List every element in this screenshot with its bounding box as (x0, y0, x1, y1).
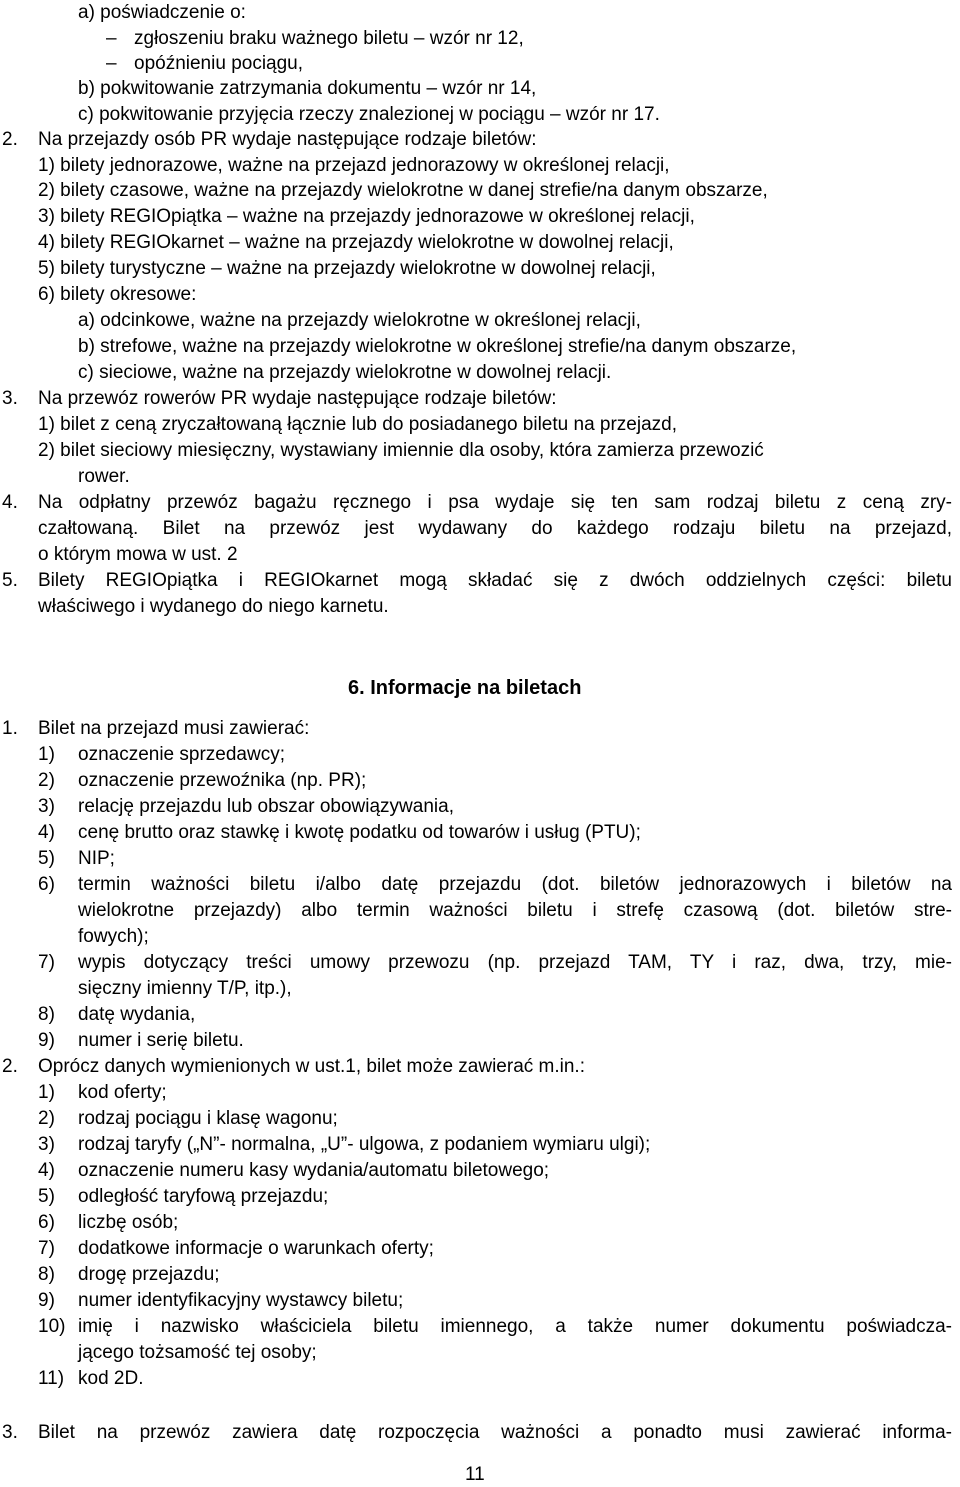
top-line-text: opóźnieniu pociągu, (134, 53, 304, 74)
top-line-dash-1 (106, 26, 524, 52)
list-item: NIP; (78, 848, 115, 869)
list-item-number: 10) (38, 1316, 66, 1337)
dash-marker: – (106, 28, 117, 49)
top-line-a: a) poświadczenie o: (78, 2, 246, 23)
list-item: oznaczenie sprzedawcy; (78, 744, 285, 765)
page-number: 11 (465, 1464, 485, 1485)
list-item: 6) bilety okresowe: (38, 284, 197, 305)
section-number: 2. (2, 1056, 18, 1077)
list-item-continuation: rower. (78, 466, 130, 487)
list-item: rodzaj pociągu i klasę wagonu; (78, 1108, 338, 1129)
list-item: kod oferty; (78, 1082, 167, 1103)
section-number: 1. (2, 718, 18, 739)
top-line-dash-2 (106, 51, 303, 77)
top-line-b: b) pokwitowanie zatrzymania dokumentu – wzór nr 14, (78, 78, 537, 99)
section-intro: Oprócz danych wymienionych w ust.1, bilet może zawierać m.in.: (38, 1056, 585, 1077)
list-item-number: 4) (38, 822, 55, 843)
list-item: dodatkowe informacje o warunkach oferty; (78, 1238, 434, 1259)
sub-list-item: c) sieciowe, ważne na przejazdy wielokrotne w dowolnej relacji. (78, 362, 612, 383)
section-number: 3. (2, 388, 18, 409)
paragraph-line: Bilety REGIOpiątka i REGIOkarnet mogą składać się z dwóch oddzielnych części: biletu (38, 570, 952, 591)
paragraph-line: Na odpłatny przewóz bagażu ręcznego i psa wydaje się ten sam rodzaj biletu z ceną zry- (38, 492, 952, 513)
section-number: 5. (2, 570, 18, 591)
list-item: 1) bilety jednorazowe, ważne na przejazd jednorazowy w określonej relacji, (38, 155, 670, 176)
chapter-heading: 6. Informacje na biletach (348, 677, 582, 699)
list-item: rodzaj taryfy („N”- normalna, „U”- ulgowa, z podaniem wymiaru ulgi); (78, 1134, 651, 1155)
section-intro: Bilet na przejazd musi zawierać: (38, 718, 310, 739)
list-item: 2) bilety czasowe, ważne na przejazdy wielokrotne w danej strefie/na danym obszarze, (38, 180, 768, 201)
paragraph-line: czałtowaną. Bilet na przewóz jest wydawany do każdego rodzaju biletu na przejazd, (38, 518, 952, 539)
section-number: 4. (2, 492, 18, 513)
list-item: oznaczenie numeru kasy wydania/automatu biletowego; (78, 1160, 550, 1181)
list-item: termin ważności biletu i/albo datę przejazdu (dot. biletów jednorazowych i biletów na (78, 874, 952, 895)
list-item-number: 8) (38, 1004, 55, 1025)
list-item: 2) bilet sieciowy miesięczny, wystawiany imiennie dla osoby, która zamierza przewozić (38, 440, 764, 461)
list-item: 4) bilety REGIOkarnet – ważne na przejazdy wielokrotne w dowolnej relacji, (38, 232, 674, 253)
top-line-c: c) pokwitowanie przyjęcia rzeczy znalezionej w pociągu – wzór nr 17. (78, 104, 660, 125)
list-item-number: 5) (38, 848, 55, 869)
list-item-number: 7) (38, 952, 55, 973)
list-item-number: 5) (38, 1186, 55, 1207)
list-item: oznaczenie przewoźnika (np. PR); (78, 770, 367, 791)
list-item-number: 6) (38, 874, 55, 895)
paragraph-line: właściwego i wydanego do niego karnetu. (38, 596, 389, 617)
list-item: drogę przejazdu; (78, 1264, 220, 1285)
list-item-number: 8) (38, 1264, 55, 1285)
list-item: cenę brutto oraz stawkę i kwotę podatku od towarów i usług (PTU); (78, 822, 641, 843)
list-item-number: 3) (38, 796, 55, 817)
section-number: 2. (2, 129, 18, 150)
list-item-number: 6) (38, 1212, 55, 1233)
list-item: datę wydania, (78, 1004, 196, 1025)
list-item-continuation: fowych); (78, 926, 149, 947)
section-intro: Na przejazdy osób PR wydaje następujące rodzaje biletów: (38, 129, 537, 150)
list-item-number: 2) (38, 1108, 55, 1129)
list-item-continuation: jącego tożsamość tej osoby; (78, 1342, 317, 1363)
list-item: liczbę osób; (78, 1212, 179, 1233)
paragraph-line: o którym mowa w ust. 2 (38, 544, 238, 565)
list-item-number: 9) (38, 1290, 55, 1311)
dash-marker: – (106, 53, 117, 74)
sub-list-item: b) strefowe, ważne na przejazdy wielokrotne w określonej strefie/na danym obszarze, (78, 336, 797, 357)
list-item: odległość taryfową przejazdu; (78, 1186, 329, 1207)
list-item-continuation: wielokrotne przejazdy) albo termin ważności biletu i strefę czasową (dot. biletów stre- (78, 900, 952, 921)
list-item-number: 1) (38, 1082, 55, 1103)
section-intro: Na przewóz rowerów PR wydaje następujące rodzaje biletów: (38, 388, 557, 409)
list-item: 3) bilety REGIOpiątka – ważne na przejazdy jednorazowe w określonej relacji, (38, 206, 695, 227)
list-item: numer i serię biletu. (78, 1030, 244, 1051)
list-item: kod 2D. (78, 1368, 144, 1389)
list-item-number: 9) (38, 1030, 55, 1051)
top-line-text: zgłoszeniu braku ważnego biletu – wzór nr 12, (134, 28, 524, 49)
list-item-number: 7) (38, 1238, 55, 1259)
list-item-number: 3) (38, 1134, 55, 1155)
list-item-number: 1) (38, 744, 55, 765)
list-item: relację przejazdu lub obszar obowiązywania, (78, 796, 454, 817)
list-item-number: 4) (38, 1160, 55, 1181)
list-item: 5) bilety turystyczne – ważne na przejazdy wielokrotne w dowolnej relacji, (38, 258, 656, 279)
paragraph-line: Bilet na przewóz zawiera datę rozpoczęcia ważności a ponadto musi zawierać informa- (38, 1422, 952, 1443)
list-item: 1) bilet z ceną zryczałtowaną łącznie lub do posiadanego biletu na przejazd, (38, 414, 678, 435)
list-item: imię i nazwisko właściciela biletu imiennego, a także numer dokumentu poświadcza- (78, 1316, 952, 1337)
section-number: 3. (2, 1422, 18, 1443)
list-item-number: 2) (38, 770, 55, 791)
list-item-continuation: sięczny imienny T/P, itp.), (78, 978, 292, 999)
list-item: numer identyfikacyjny wystawcy biletu; (78, 1290, 404, 1311)
list-item-number: 11) (38, 1368, 65, 1389)
list-item: wypis dotyczący treści umowy przewozu (np. przejazd TAM, TY i raz, dwa, trzy, mie- (78, 952, 952, 973)
sub-list-item: a) odcinkowe, ważne na przejazdy wielokrotne w określonej relacji, (78, 310, 641, 331)
